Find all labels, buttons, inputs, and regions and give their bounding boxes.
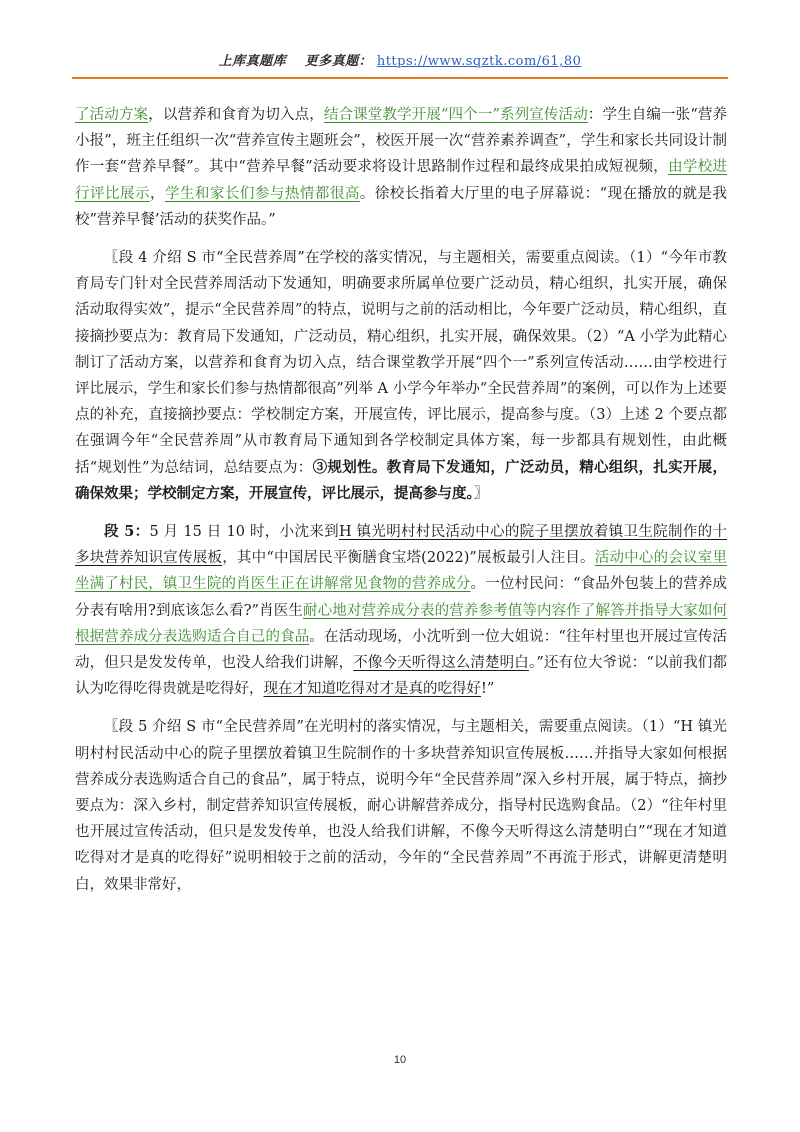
p1-underlined-1: 了活动方案 xyxy=(75,107,149,123)
p1-text-1: ，以营养和食育为切入点， xyxy=(148,107,324,123)
p1-text-4: 。徐校长指着大厅里的电子屏幕说：“现在播放的就是我校”营养早餐’活动的获奖作品。” xyxy=(75,185,728,228)
p3-text-6: !” xyxy=(481,681,495,698)
p3-text-4: 。在活动现场，小沈听到一位大姐说：“往年村里也开展过宣传活动，但只是发发传单，也没人给我们讲解， xyxy=(75,628,727,672)
page-header xyxy=(0,50,800,69)
p3-text-1: 5 月 15 日 10 时，小沈来到 xyxy=(149,524,339,541)
site-name: 上库真题库 xyxy=(218,54,287,69)
p3-underlined-2: 活动中心的会议室里坐满了村民，镇卫生院的肖医生正在讲解常见食物的营养成分 xyxy=(75,550,727,593)
p4-text: 〖段 5 介绍 S 市“全民营养周”在光明村的落实情况，与主题相关，需要重点阅读。（1）“H 镇光明村村民活动中心的院子里摆放着镇卫生院制作的十多块营养知识宣传展板……并指导大家如何根据营养成分表选购适合自己的食品”，属于特点，说明今年“全民营养周”深入乡村开展，属于特点，摘抄要点为：深入乡村，制定营养知识宣传展板，耐心讲解营养成分，指导村民选购食品。（2）“往年村里也开展过宣传活动，但只是发发传单，也没人给我们讲解，不像今天听得这么清楚明白”“现在才知道吃得对才是真的吃得好”说明相较于之前的活动，今年的“全民营养周”不再流于形式，讲解更清楚明白，效果非常好， xyxy=(75,719,727,893)
p1-underlined-3: 由学校进行评比展示 xyxy=(75,159,727,202)
paragraph-analysis-5 xyxy=(75,714,727,897)
p1-text-3: ， xyxy=(149,185,165,202)
p3-text-2: ，其中“中国居民平衡膳食宝塔(2022)”展板最引人注目。 xyxy=(222,550,595,567)
p1-underlined-4: 学生和家长们参与热情都很高 xyxy=(164,185,360,202)
p1-underlined-2: 结合课堂教学开展“四个一”系列宣传活动 xyxy=(323,107,588,123)
more-label: 更多真题： xyxy=(304,54,373,69)
p3-underlined-1: H 镇光明村村民活动中心的院子里摆放着镇卫生院制作的十多块营养知识宣传展板 xyxy=(75,524,727,567)
p3-underlined-5: 现在才知道吃得对才是真的吃得好 xyxy=(263,681,481,698)
header-divider xyxy=(72,77,728,79)
p3-underlined-4: 不像今天听得这么清楚明白 xyxy=(353,655,529,672)
paragraph-analysis-4 xyxy=(75,245,727,507)
p3-text-3: 。一位村民问：“食品外包装上的营养成分表有啥用?到底该怎么看?”肖医生 xyxy=(75,576,728,619)
page-number: 10 xyxy=(393,1054,407,1066)
document-body xyxy=(75,102,727,910)
p2-bold-summary: ③规划性。教育局下发通知，广泛动员，精心组织，扎实开展，确保效果；学校制定方案，开展宣传，评比展示，提高参与度。 xyxy=(75,458,727,502)
p2-end: 〗 xyxy=(473,485,489,502)
p2-text: 〖段 4 介绍 S 市“全民营养周”在学校的落实情况，与主题相关，需要重点阅读。（1）“今年市教育局专门针对全民营养周活动下发通知，明确要求所属单位要广泛动员，精心组织，扎实开展，确保活动取得实效”，提示“全民营养周”的特点，说明与之前的活动相比，今年要广泛动员，精心组织，直接摘抄要点为：教育局下发通知，广泛动员，精心组织，扎实开展，确保效果。（2）“A 小学为此精心制订了活动方案，以营养和食育为切入点，结合课堂教学开展“四个一”系列宣传活动……由学校进行评比展示，学生和家长们参与热情都很高”列举 A 小学今年举办“全民营养周”的案例，可以作为上述要点的补充，直接摘抄要点：学校制定方案，开展宣传，评比展示，提高参与度。（3）上述 2 个要点都在强调今年“全民营养周”从市教育局下通知到各学校制定具体方案，每一步都具有规划性，由此概括“规划性”为总结词，总结要点为： xyxy=(75,250,727,476)
p3-underlined-3: 耐心地对营养成分表的营养参考值等内容作了解答并指导大家如何根据营养成分表选购适合自己的食品 xyxy=(75,602,728,645)
p3-label: 段 5： xyxy=(104,523,150,541)
paragraph-1 xyxy=(75,102,727,233)
p1-text-2: ：学生自编一张“营养小报”，班主任组织一次“营养宣传主题班会”，校医开展一次“营养素养调查”，学生和家长共同设计制作一套“营养早餐”。其中“营养早餐”活动要求将设计思路制作过程和最终成果拍成短视频， xyxy=(75,107,728,176)
paragraph-5 xyxy=(75,519,727,702)
p3-text-5: 。”还有位大爷说：“以前我们都认为吃得吃得贵就是吃得好， xyxy=(75,655,728,698)
header-link[interactable]: https://www.sqztk.com/61,80 xyxy=(376,54,582,69)
